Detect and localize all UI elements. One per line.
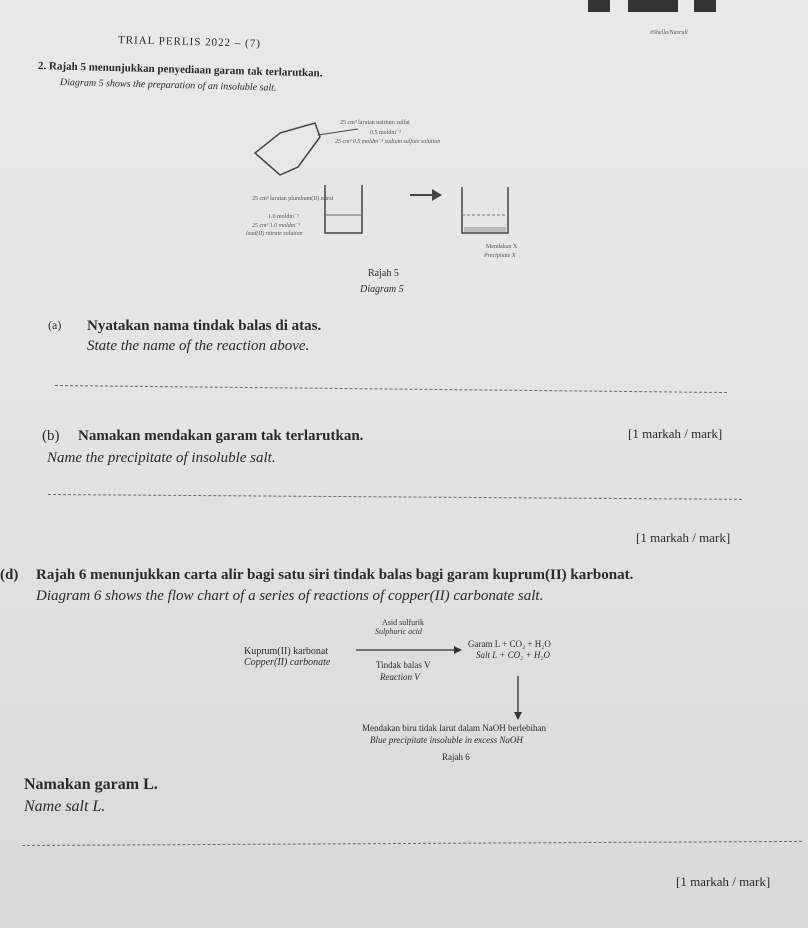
part-d-answer-line[interactable] bbox=[22, 841, 802, 846]
diagram6-caption: Rajah 6 bbox=[442, 752, 470, 762]
diagram5-top-label-ms: 25 cm³ larutan natrium sulfat bbox=[340, 120, 410, 126]
part-b-bottom-marks: [1 markah / mark] bbox=[636, 530, 731, 545]
diagram5-top-label-en: 25 cm³ 0.5 moldm⁻³ sodium sulfate solution bbox=[335, 139, 441, 145]
part-a-question-en: State the name of the reaction above. bbox=[87, 338, 310, 354]
pouring-beaker bbox=[255, 123, 320, 175]
diagram5-caption-en: Diagram 5 bbox=[360, 284, 404, 295]
reaction-arrow-head bbox=[432, 189, 442, 201]
diagram6-bottom-ms: Mendakan biru tidak larut dalam NaOH berlebihan bbox=[362, 723, 546, 733]
part-d-sub-ms: Namakan garam L. bbox=[24, 776, 158, 793]
header-dark-bar bbox=[588, 0, 610, 12]
header-dark-bar bbox=[628, 0, 678, 12]
diagram5-caption-ms: Rajah 5 bbox=[368, 268, 399, 279]
diagram6-start-ms: Kuprum(II) karbonat bbox=[244, 646, 329, 657]
diagram5-right-label-en: Precipitate X bbox=[484, 253, 516, 259]
diagram6-bottom-en: Blue precipitate insoluble in excess NaOH bbox=[370, 735, 523, 745]
diagram6-reaction-ms: Tindak balas V bbox=[376, 660, 431, 670]
flow-arrow-down-head bbox=[514, 712, 522, 720]
diagram6-reaction-en: Reaction V bbox=[380, 672, 420, 682]
diagram5-top-label-conc: 0.5 moldm⁻³ bbox=[370, 130, 401, 136]
part-b-label: (b) bbox=[42, 428, 60, 444]
diagram5-left-label-en2: lead(II) nitrate solution bbox=[246, 231, 303, 237]
diagram5-left-label-ms: 25 cm³ larutan plumbum(II) nitrat bbox=[252, 196, 334, 202]
part-b-marks: [1 markah / mark] bbox=[628, 426, 723, 441]
right-beaker bbox=[462, 187, 508, 233]
diagram6-reagent-ms: Asid sulfurik bbox=[382, 618, 424, 627]
part-b-question-en: Name the precipitate of insoluble salt. bbox=[47, 450, 276, 466]
part-b-question-ms: Namakan mendakan garam tak terlarutkan. bbox=[78, 428, 364, 444]
pour-stream bbox=[318, 129, 358, 135]
part-a-question-ms: Nyatakan nama tindak balas di atas. bbox=[87, 318, 322, 334]
part-d-question-ms: Rajah 6 menunjukkan carta alir bagi satu siri tindak balas bagi garam kuprum(II) karbonat. bbox=[36, 567, 634, 583]
diagram6-product-en: Salt L + CO₂ + H₂O bbox=[476, 650, 550, 660]
trial-header: TRIAL PERLIS 2022 – (7) bbox=[117, 34, 262, 50]
question-2-intro-ms: 2. Rajah 5 menunjukkan penyediaan garam tak terlarutkan. bbox=[37, 60, 323, 80]
diagram6-start-en: Copper(II) carbonate bbox=[244, 657, 331, 668]
diagram5-left-label-conc: 1.0 moldm⁻³ bbox=[268, 214, 299, 220]
diagram6-product-ms: Garam L + CO₂ + H₂O bbox=[468, 639, 551, 649]
diagram5-left-label-en1: 25 cm³ 1.0 moldm⁻³ bbox=[252, 223, 301, 229]
part-d-marks: [1 markah / mark] bbox=[676, 874, 771, 889]
part-b-answer-line[interactable] bbox=[48, 494, 742, 500]
part-d-question-en: Diagram 6 shows the flow chart of a series of reactions of copper(II) carbonate salt. bbox=[36, 588, 544, 604]
question-2-intro-en: Diagram 5 shows the preparation of an insoluble salt. bbox=[59, 77, 277, 94]
diagram6-reagent-en: Sulphuric acid bbox=[375, 627, 422, 636]
flow-arrow-right-head bbox=[454, 646, 462, 654]
part-a-label: (a) bbox=[48, 318, 62, 332]
precipitate-layer bbox=[464, 227, 506, 232]
diagram5-right-label-ms: Mendakan X bbox=[486, 244, 518, 250]
part-d-label: (d) bbox=[0, 567, 19, 583]
part-d-sub-en: Name salt L. bbox=[24, 798, 106, 815]
left-beaker bbox=[325, 185, 362, 233]
corner-label: #Shella/Nasrull bbox=[650, 30, 688, 36]
part-a-answer-line[interactable] bbox=[55, 385, 727, 393]
header-dark-bar bbox=[694, 0, 716, 12]
